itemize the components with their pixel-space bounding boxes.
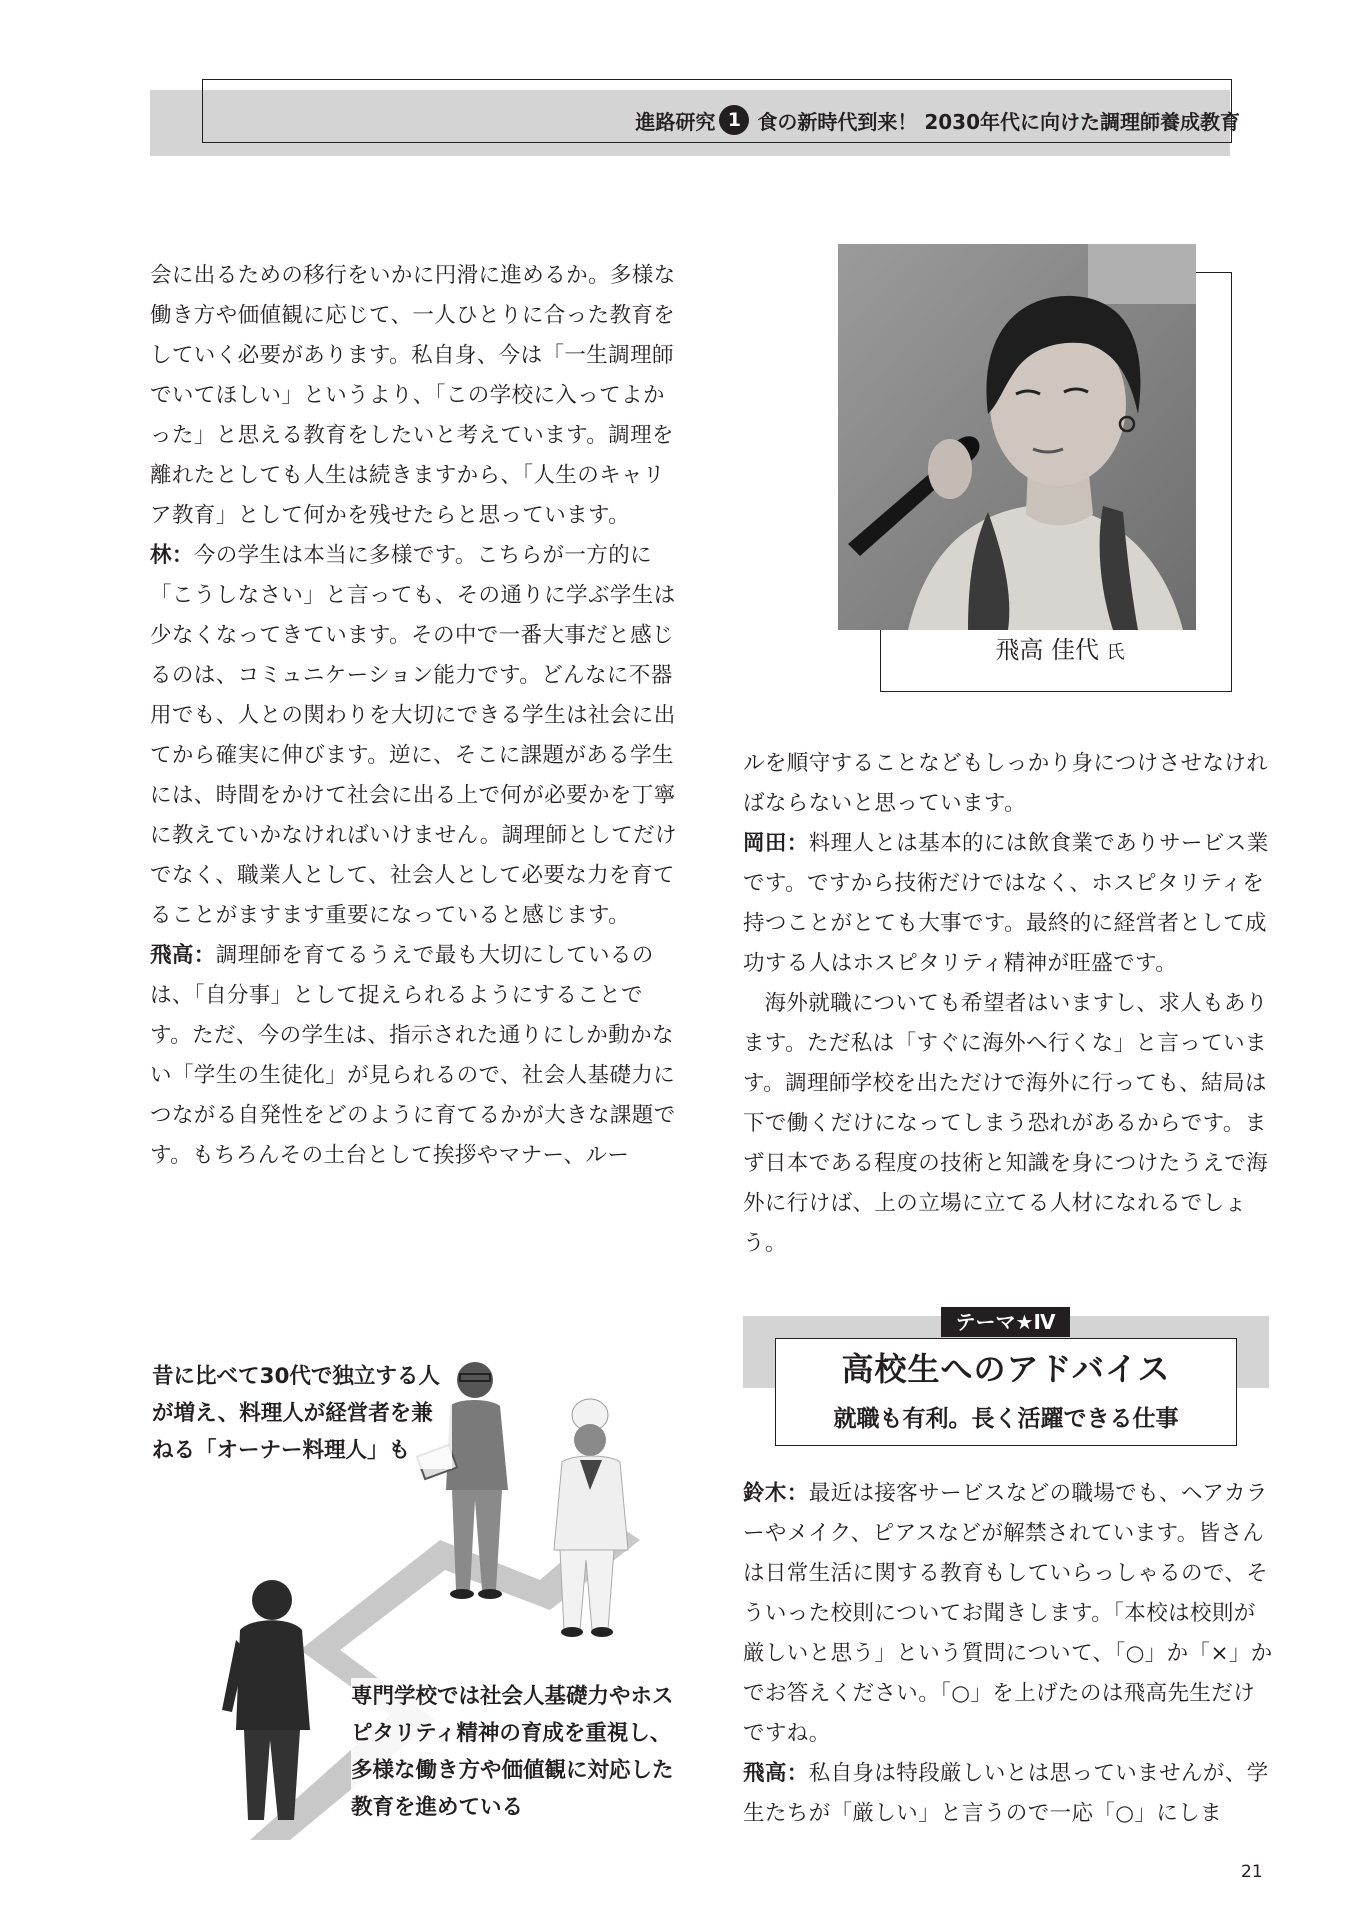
paragraph-suzuki	[743, 1474, 1273, 1754]
portrait-illustration	[838, 244, 1196, 630]
page-number: 21	[1241, 1862, 1263, 1882]
paragraph-okada	[743, 824, 1273, 984]
paragraph-text: 調理師を育てるうえで最も大切にしているのは、「自分事」として捉えられるようにすることです。ただ、今の学生は、指示された通りにしか動かない「学生の生徒化」が見られるので、社会人基礎力につながる自発性をどのように育てるかが大きな課題です。もちろんその土台として挨拶やマナー、ルー	[150, 943, 676, 1168]
chef-figure	[554, 1399, 628, 1637]
speaker-label: 鈴木：	[743, 1481, 809, 1506]
speaker-label: 飛高：	[743, 1761, 809, 1786]
callout-independence: 昔に比べて30代で独立する人が増え、料理人が経営者を兼ねる「オーナー料理人」も	[152, 1358, 452, 1469]
paragraph-text: 最近は接客サービスなどの職場でも、ヘアカラーやメイク、ピアスなどが解禁されています。皆さんは日常生活に関する教育もしていらっしゃるので、そういった校則についてお聞きします。「本校は校則が厳しいと思う」という質問について、「○」か「×」かでお答えください。「○」を上げたのは飛高先生だけですね。	[743, 1481, 1273, 1746]
paragraph-hidaka-2	[743, 1754, 1273, 1834]
caption-name: 飛高 佳代	[995, 636, 1099, 664]
intro-paragraph: 会に出るための移行をいかに円滑に進めるか。多様な働き方や価値観に応じて、一人ひとりに合った教育をしていく必要があります。私自身、今は「一生調理師でいてほしい」というより、「この学校に入ってよかった」と思える教育をしたいと考えています。調理を離れたとしても人生は続きますから、「人生のキャリア教育」として何かを残せたらと思っています。	[150, 263, 676, 528]
speaker-label: 飛高：	[150, 943, 216, 968]
theme-subtitle: 就職も有利。長く活躍できる仕事	[833, 1406, 1179, 1432]
photo-caption	[940, 630, 1180, 673]
theme-tag: テーマ★Ⅳ	[941, 1307, 1070, 1337]
paragraph-overseas: 海外就職についても希望者はいますし、求人もあります。ただ私は「すぐに海外へ行くな」と言っています。調理師学校を出ただけで海外に行っても、結局は下で働くだけになってしまう恐れがあるからです。まず日本である程度の技術と知識を身につけたうえで海外に行けば、上の立場に立てる人材になれるでしょう。	[743, 991, 1269, 1256]
businessman-figure	[222, 1580, 310, 1820]
running-header	[635, 100, 1240, 140]
callout-education: 専門学校では社会人基礎力やホスピタリティ精神の育成を重視し、多様な働き方や価値観に対応した教育を進めている	[351, 1678, 691, 1826]
theme-title: 高校生へのアドバイス	[841, 1350, 1171, 1388]
paragraph-text: 今の学生は本当に多様です。こちらが一方的に「こうしなさい」と言っても、その通りに学ぶ学生は少なくなってきています。その中で一番大事だと感じるのは、コミュニケーション能力です。どんなに不器用でも、人との関わりを大切にできる学生は社会に出てから確実に伸びます。逆に、そこに課題がある学生には、時間をかけて社会に出る上で何が必要かを丁寧に教えていかなければいけません。調理師としてだけでなく、職業人として、社会人として必要な力を育てることがますます重要になっていると感じます。	[150, 543, 677, 928]
left-column	[150, 256, 680, 1176]
header-title: 食の新時代到来！ 2030年代に向けた調理師養成教育	[757, 109, 1240, 134]
right-column	[743, 744, 1273, 1264]
header-label: 進路研究	[635, 109, 716, 134]
paragraph-hayashi	[150, 536, 680, 936]
paragraph-hidaka	[150, 936, 680, 1176]
speaker-label: 岡田：	[743, 831, 809, 856]
paragraph-text: 料理人とは基本的には飲食業でありサービス業です。ですから技術だけではなく、ホスピタリティを持つことがとても大事です。最終的に経営者として成功する人はホスピタリティ精神が旺盛です。	[743, 831, 1269, 976]
right-column-lower	[743, 1474, 1273, 1834]
caption-suffix: 氏	[1106, 642, 1125, 663]
portrait-photo	[838, 244, 1196, 630]
header-number-badge: 1	[719, 105, 749, 135]
speaker-label: 林：	[150, 543, 194, 568]
paragraph-continuation: ルを順守することなどもしっかり身につけさせなければならないと思っています。	[743, 751, 1269, 816]
paragraph-text: 私自身は特段厳しいとは思っていませんが、学生たちが「厳しい」と言うので一応「○」にしま	[743, 1761, 1269, 1826]
